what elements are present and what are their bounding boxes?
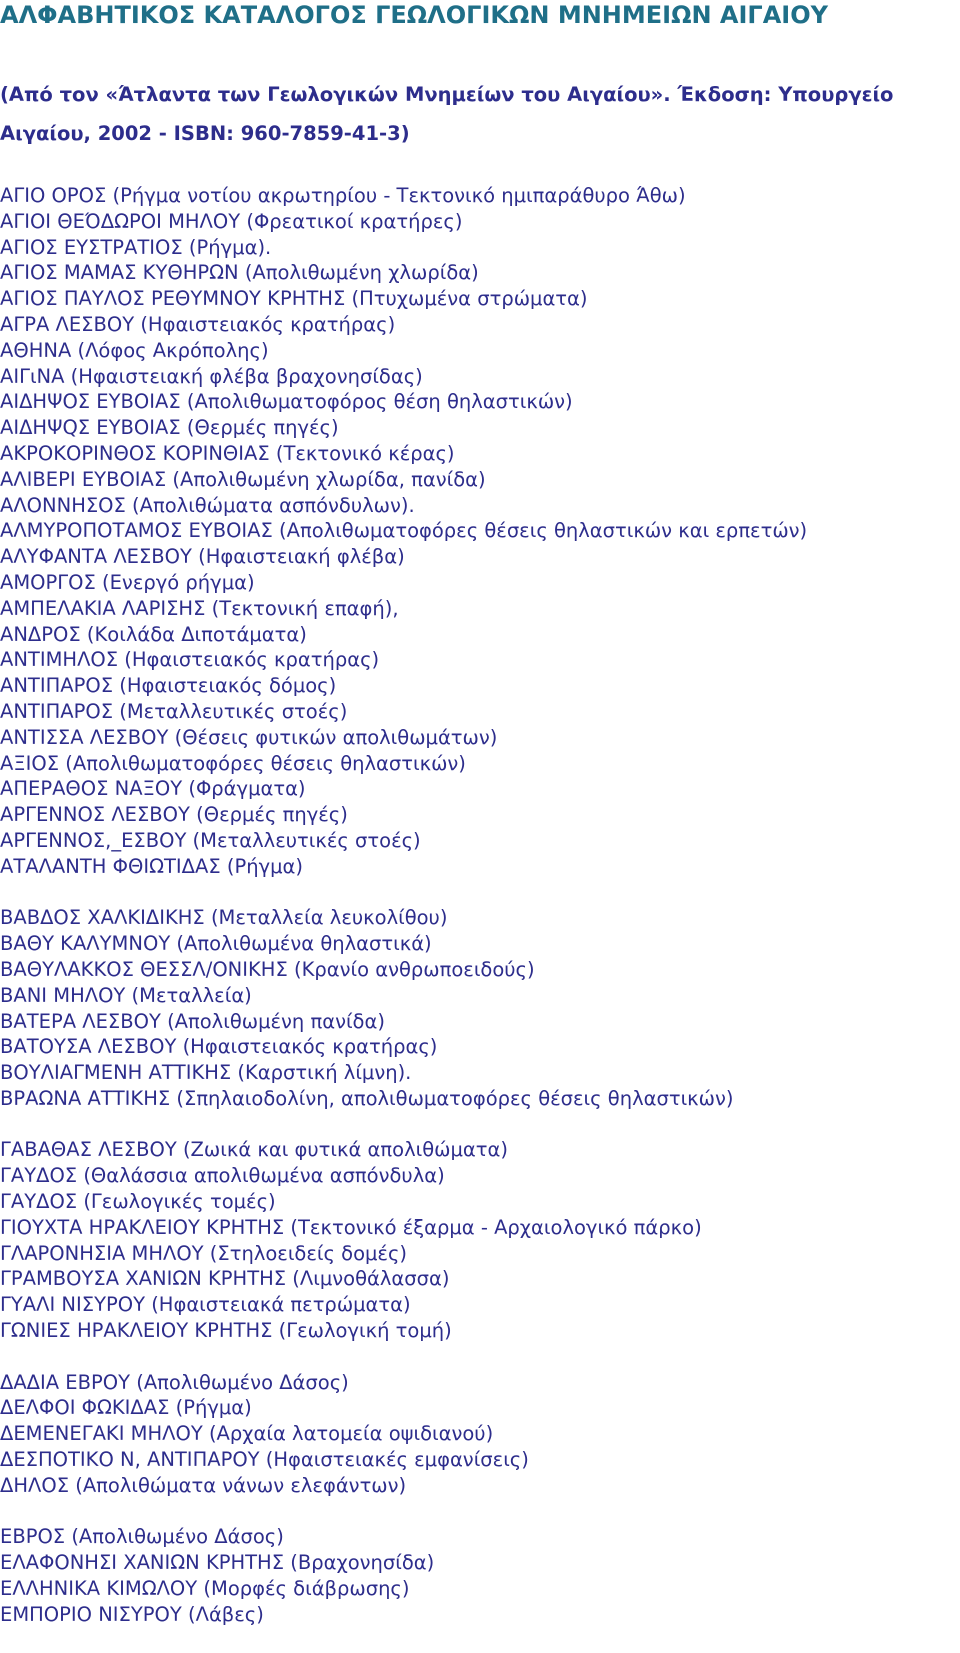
list-item: ΑΤΑΛΑΝΤΗ ΦΘΙΩΤΙΔΑΣ (Ρήγμα)	[0, 854, 303, 878]
list-item: ΑΓΙΟΣ ΜΑΜΑΣ ΚΥΘΗΡΩΝ (Απολιθωμένη χλωρίδα)	[0, 261, 479, 285]
list-item: ΑΓΙΟΣ ΕΥΣΤΡΑΤΙΟΣ (Ρήγμα).	[0, 235, 272, 259]
list-item: ΑΝΤΙΠΑΡΟΣ (Μεταλλευτικές στοές)	[0, 699, 348, 723]
list-item: ΕΜΠΟΡΙΟ ΝΙΣΥΡΟΥ (Λάβες)	[0, 1602, 264, 1626]
list-item: ΑΝΤΙΣΣΑ ΛΕΣΒΟΥ (Θέσεις φυτικών απολιθωμάτων)	[0, 725, 498, 749]
list-item: ΒΑΝΙ ΜΗΛΟΥ (Μεταλλεία)	[0, 983, 252, 1007]
list-item: ΕΛΑΦΟΝΗΣΙ ΧΑΝΙΩΝ ΚΡΗΤΗΣ (Βραχονησίδα)	[0, 1551, 435, 1575]
list-item: ΒΑΒΔΟΣ ΧΑΛΚΙΔΙΚΗΣ (Μεταλλεία λευκολίθου)	[0, 906, 448, 930]
list-item: ΒΟΥΛΙΑΓΜΕΝΗ ΑΤΤΙΚΗΣ (Καρστική λίμνη).	[0, 1061, 412, 1085]
letter-group	[0, 183, 960, 880]
list-item: ΑΓΙΟΣ ΠΑΥΛΟΣ ΡΕΘΥΜΝΟΥ ΚΡΗΤΗΣ (Πτυχωμένα στρώματα)	[0, 287, 588, 311]
list-item: ΔΑΔΙΑ ΕΒΡΟΥ (Απολιθωμένο Δάσος)	[0, 1370, 349, 1394]
list-item: ΑΝΤΙΜΗΛΟΣ (Ηφαιστειακός κρατήρας)	[0, 648, 380, 672]
list-item: ΑΚΡΟΚΟΡΙΝΘΟΣ ΚΟΡΙΝΘΙΑΣ (Τεκτονικό κέρας)	[0, 441, 455, 465]
list-item: ΑΛΜΥΡΟΠΟΤΑΜΟΣ ΕΥΒΟΙΑΣ (Απολιθωματοφόρες θέσεις θηλαστικών και ερπετών)	[0, 519, 808, 543]
letter-group	[0, 1370, 960, 1499]
list-item: ΔΗΛΟΣ (Απολιθώματα νάνων ελεφάντων)	[0, 1473, 407, 1497]
list-item: ΔΕΛΦΟΙ ΦΩΚΙΔΑΣ (Ρήγμα)	[0, 1396, 252, 1420]
list-item: ΓΙΟΥΧΤΑ ΗΡΑΚΛΕΙΟΥ ΚΡΗΤΗΣ (Τεκτονικό έξαρμα - Αρχαιολογικό πάρκο)	[0, 1215, 702, 1239]
letter-group	[0, 1137, 960, 1343]
list-item: ΑΓΙΟ ΟΡΟΣ (Ρήγμα νοτίου ακρωτηρίου - Τεκτονικό ημιπαράθυρο Άθω)	[0, 184, 686, 207]
list-item: ΓΑΒΑΘΑΣ ΛΕΣΒΟΥ (Ζωικά και φυτικά απολιθώματα)	[0, 1138, 508, 1162]
list-item: ΒΑΤΕΡΑ ΛΕΣΒΟΥ (Απολιθωμένη πανίδα)	[0, 1009, 385, 1033]
list-item: ΑΙΔΗΨQΣ ΕΥΒΟΙΑΣ (Θερμές πηγές)	[0, 416, 339, 440]
list-item: ΔΕΣΠΟΤΙΚΟ Ν, ΑΝΤΙΠΑΡΟΥ (Ηφαιστειακές εμφανίσεις)	[0, 1448, 529, 1472]
list-item: ΑΡΓΕΝΝΟΣ ΛΕΣΒΟΥ (Θερμές πηγές)	[0, 803, 348, 827]
list-item: ΕΒΡΟΣ (Απολιθωμένο Δάσος)	[0, 1525, 284, 1549]
list-item: ΑΛΟΝΝΗΣΟΣ (Απολιθώματα ασπόνδυλων).	[0, 493, 415, 517]
list-item: ΓΩΝΙΕΣ ΗΡΑΚΛΕΙΟΥ ΚΡΗΤΗΣ (Γεωλογική τομή)	[0, 1319, 452, 1343]
list-item: ΑΓΙΟΙ ΘΕΌΔΩΡΟΙ ΜΗΛΟΥ (Φρεατικοί κρατήρες)	[0, 209, 463, 233]
source-note: (Από τον «Άτλαντα των Γεωλογικών Μνημείων του Αιγαίου». Έκδοση: Υπουργείο Αιγαίου, 2002 - ISBN: 960-7859-41-3)	[0, 83, 894, 145]
list-item: ΑΝΔΡΟΣ (Κοιλάδα Διποτάματα)	[0, 622, 307, 646]
monument-list	[0, 183, 960, 1653]
list-item: ΑΜΠΕΛΑΚΙΑ ΛΑΡΙΣΗΣ (Τεκτονική επαφή),	[0, 596, 399, 620]
list-item: ΔΕΜΕΝΕΓΑΚΙ ΜΗΛΟΥ (Αρχαία λατομεία οψιδιανού)	[0, 1422, 494, 1446]
list-item: ΑΜΟΡΓΟΣ (Ενεργό ρήγμα)	[0, 570, 255, 594]
list-item: ΒΑΘΥ ΚΑΛΥΜΝΟΥ (Απολιθωμένα θηλαστικά)	[0, 932, 432, 956]
list-item: ΑΙΔΗΨΟΣ ΕΥΒΟΙΑΣ (Απολιθωματοφόρος θέση θηλαστικών)	[0, 390, 573, 414]
list-item: ΑΠΕΡΑΘΟΣ ΝΑΞΟΥ (Φράγματα)	[0, 777, 306, 801]
list-item: ΒΡΑΩΝΑ ΑΤΤΙΚΗΣ (Σπηλαιοδολίνη, απολιθωματοφόρες θέσεις θηλαστικών)	[0, 1086, 734, 1110]
list-item: ΓΑΥΔΟΣ (Θαλάσσια απολιθωμένα ασπόνδυλα)	[0, 1164, 445, 1188]
list-item: ΑΝΤΙΠΑΡΟΣ (Ηφαιστειακός δόμος)	[0, 674, 337, 698]
list-item: ΓΑΥΔΟΣ (Γεωλογικές τομές)	[0, 1190, 276, 1214]
list-item: ΑΛΥΦΑΝΤΑ ΛΕΣΒΟΥ (Ηφαιστειακή φλέβα)	[0, 545, 405, 569]
list-item: ΒΑΤΟΥΣΑ ΛΕΣΒΟΥ (Ηφαιστειακός κρατήρας)	[0, 1035, 438, 1059]
list-item: ΓΡΑΜΒΟΥΣΑ ΧΑΝΙΩΝ ΚΡΗΤΗΣ (Λιμνοθάλασσα)	[0, 1267, 450, 1291]
list-item: ΑΛΙΒΕΡΙ ΕΥΒΟΙΑΣ (Απολιθωμένη χλωρίδα, πανίδα)	[0, 467, 486, 491]
list-item: ΕΛΛΗΝΙΚΑ ΚΙΜΩΛΟΥ (Μορφές διάβρωσης)	[0, 1577, 410, 1601]
list-item: ΑΞΙΟΣ (Απολιθωματοφόρες θέσεις θηλαστικών)	[0, 751, 466, 775]
list-item: ΑΙΓιΝΑ (Ηφαιστειακή φλέβα βραχονησίδας)	[0, 364, 423, 388]
page-title: ΑΛΦΑΒΗΤΙΚΟΣ ΚΑΤΑΛΟΓΟΣ ΓΕΩΛΟΓΙΚΩΝ ΜΝΗΜΕΙΩΝ ΑΙΓΑΙΟΥ	[0, 1, 829, 29]
list-item: ΓΛΑΡΟΝΗΣΙΑ ΜΗΛΟΥ (Στηλοειδείς δομές)	[0, 1241, 408, 1265]
list-item: ΓΥΑΛΙ ΝΙΣΥΡΟΥ (Ηφαιστειακά πετρώματα)	[0, 1293, 411, 1317]
list-item: ΑΡΓΕΝΝΟΣ,_ΕΣΒΟΥ (Μεταλλευτικές στοές)	[0, 828, 421, 852]
letter-group	[0, 905, 960, 1111]
list-item: ΑΘΗΝΑ (Λόφος Ακρόπολης)	[0, 338, 269, 362]
letter-group	[0, 1524, 960, 1627]
list-item: ΑΓΡΑ ΛΕΣΒΟΥ (Ηφαιστειακός κρατήρας)	[0, 312, 396, 336]
list-item: ΒΑΘΥΛΑΚΚΟΣ ΘΕΣΣΛ/ΟΝΙΚΗΣ (Κρανίο ανθρωποειδούς)	[0, 957, 535, 981]
